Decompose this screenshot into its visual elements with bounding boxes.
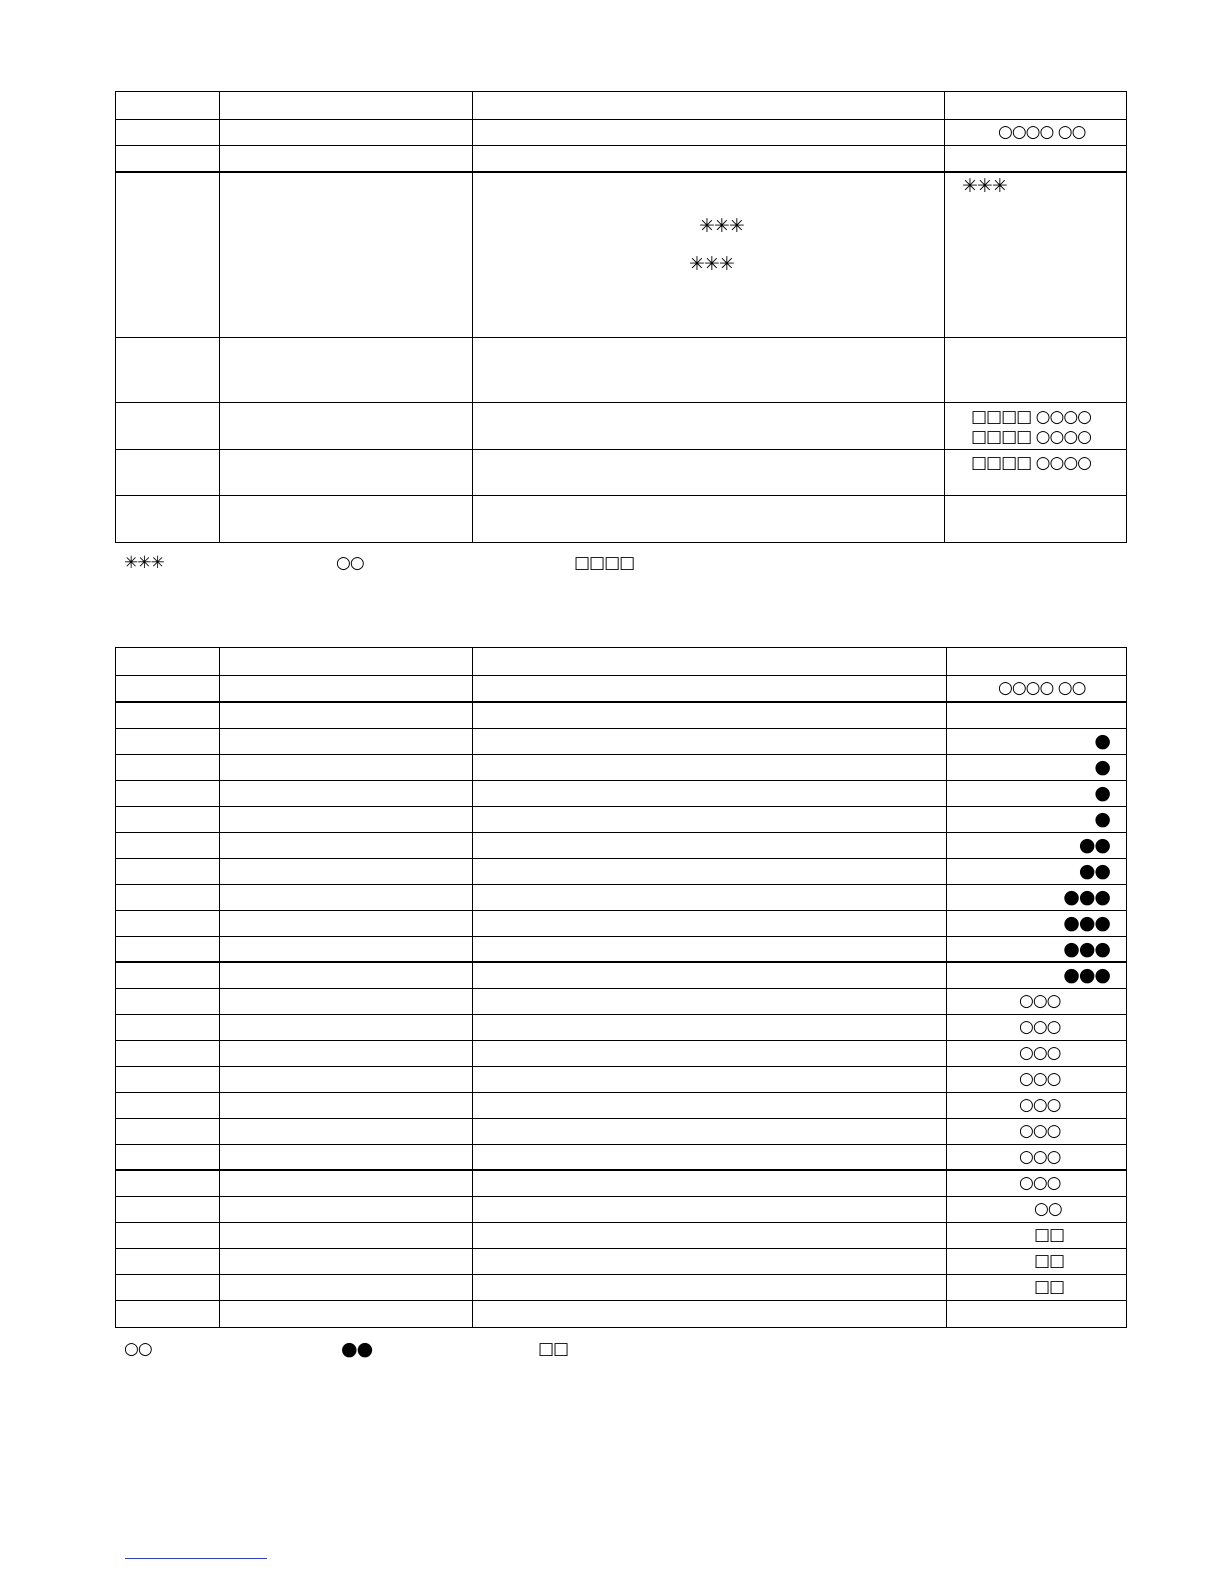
- square-mark: □□□□ ○○○○: [971, 407, 1091, 427]
- open-circle-mark: ○○○: [1019, 1147, 1061, 1167]
- table-row: [116, 989, 1126, 1015]
- table-row: [116, 1093, 1126, 1119]
- filled-circle-mark: ●●: [1078, 834, 1110, 856]
- table-2-subheader-row: [116, 676, 1126, 703]
- legend-1-asterisk: ✳✳✳: [124, 553, 164, 573]
- table-row: [116, 1197, 1126, 1223]
- table-row: [116, 885, 1126, 911]
- open-circle-mark: ○○: [1034, 1199, 1062, 1219]
- table-row: [116, 1041, 1126, 1067]
- table-row: [116, 937, 1126, 963]
- square-mark: □□: [1034, 1251, 1065, 1271]
- header-mark: ○○○○ ○○: [998, 122, 1086, 142]
- square-mark: □□: [1034, 1277, 1065, 1297]
- filled-circle-mark: ●●●: [1063, 964, 1110, 986]
- table-2-header-row: [116, 648, 1126, 676]
- table-row: [116, 496, 1126, 542]
- open-circle-mark: ○○○: [1019, 1095, 1061, 1115]
- open-circle-mark: ○○○: [1019, 1017, 1061, 1037]
- legend-1-open-circles: ○○: [336, 553, 364, 573]
- table-1-subheader-row: [116, 120, 1126, 146]
- table-row: [116, 1119, 1126, 1145]
- legend-1-squares: □□□□: [574, 553, 635, 573]
- filled-circle-mark: ●: [1094, 730, 1110, 752]
- filled-circle-mark: ●: [1094, 782, 1110, 804]
- table-row: [116, 1249, 1126, 1275]
- table-1: [115, 91, 1127, 543]
- square-mark: □□□□ ○○○○: [971, 453, 1091, 473]
- legend-2-filled-circles: ●●: [341, 1338, 373, 1360]
- legend-2-open-circles: ○○: [124, 1339, 152, 1359]
- filled-circle-mark: ●: [1094, 808, 1110, 830]
- table-row: [116, 1145, 1126, 1171]
- table-row: [116, 1275, 1126, 1301]
- asterisk-mark: ✳✳✳: [689, 253, 734, 275]
- filled-circle-mark: ●: [1094, 756, 1110, 778]
- table-row: [116, 146, 1126, 173]
- table-row: [116, 729, 1126, 755]
- table-row: [116, 807, 1126, 833]
- table-row: [116, 833, 1126, 859]
- table-1-header-row: [116, 92, 1126, 120]
- footer-link-line: [125, 1558, 267, 1559]
- square-mark: □□: [1034, 1225, 1065, 1245]
- filled-circle-mark: ●●●: [1063, 938, 1110, 960]
- table-row: [116, 911, 1126, 937]
- header-mark: ○○○○ ○○: [998, 678, 1086, 698]
- asterisk-mark: ✳✳✳: [699, 215, 744, 237]
- table-row: [116, 755, 1126, 781]
- table-row: [116, 703, 1126, 729]
- filled-circle-mark: ●●●: [1063, 912, 1110, 934]
- table-2: [115, 647, 1127, 1328]
- table-row: [116, 1171, 1126, 1197]
- filled-circle-mark: ●●: [1078, 860, 1110, 882]
- filled-circle-mark: ●●●: [1063, 886, 1110, 908]
- legend-2-squares: □□: [538, 1339, 569, 1359]
- table-row: [116, 1067, 1126, 1093]
- open-circle-mark: ○○○: [1019, 1121, 1061, 1141]
- open-circle-mark: ○○○: [1019, 991, 1061, 1011]
- table-row: [116, 173, 1126, 338]
- open-circle-mark: ○○○: [1019, 1043, 1061, 1063]
- asterisk-mark: ✳✳✳: [962, 175, 1007, 197]
- table-row: [116, 450, 1126, 496]
- table-row: [116, 781, 1126, 807]
- table-row: [116, 1015, 1126, 1041]
- open-circle-mark: ○○○: [1019, 1069, 1061, 1089]
- table-row: [116, 859, 1126, 885]
- table-row: [116, 1301, 1126, 1327]
- square-mark: □□□□ ○○○○: [971, 427, 1091, 447]
- table-row: [116, 1223, 1126, 1249]
- table-row: [116, 338, 1126, 403]
- table-row: [116, 963, 1126, 989]
- table-row: [116, 403, 1126, 450]
- open-circle-mark: ○○○: [1019, 1173, 1061, 1193]
